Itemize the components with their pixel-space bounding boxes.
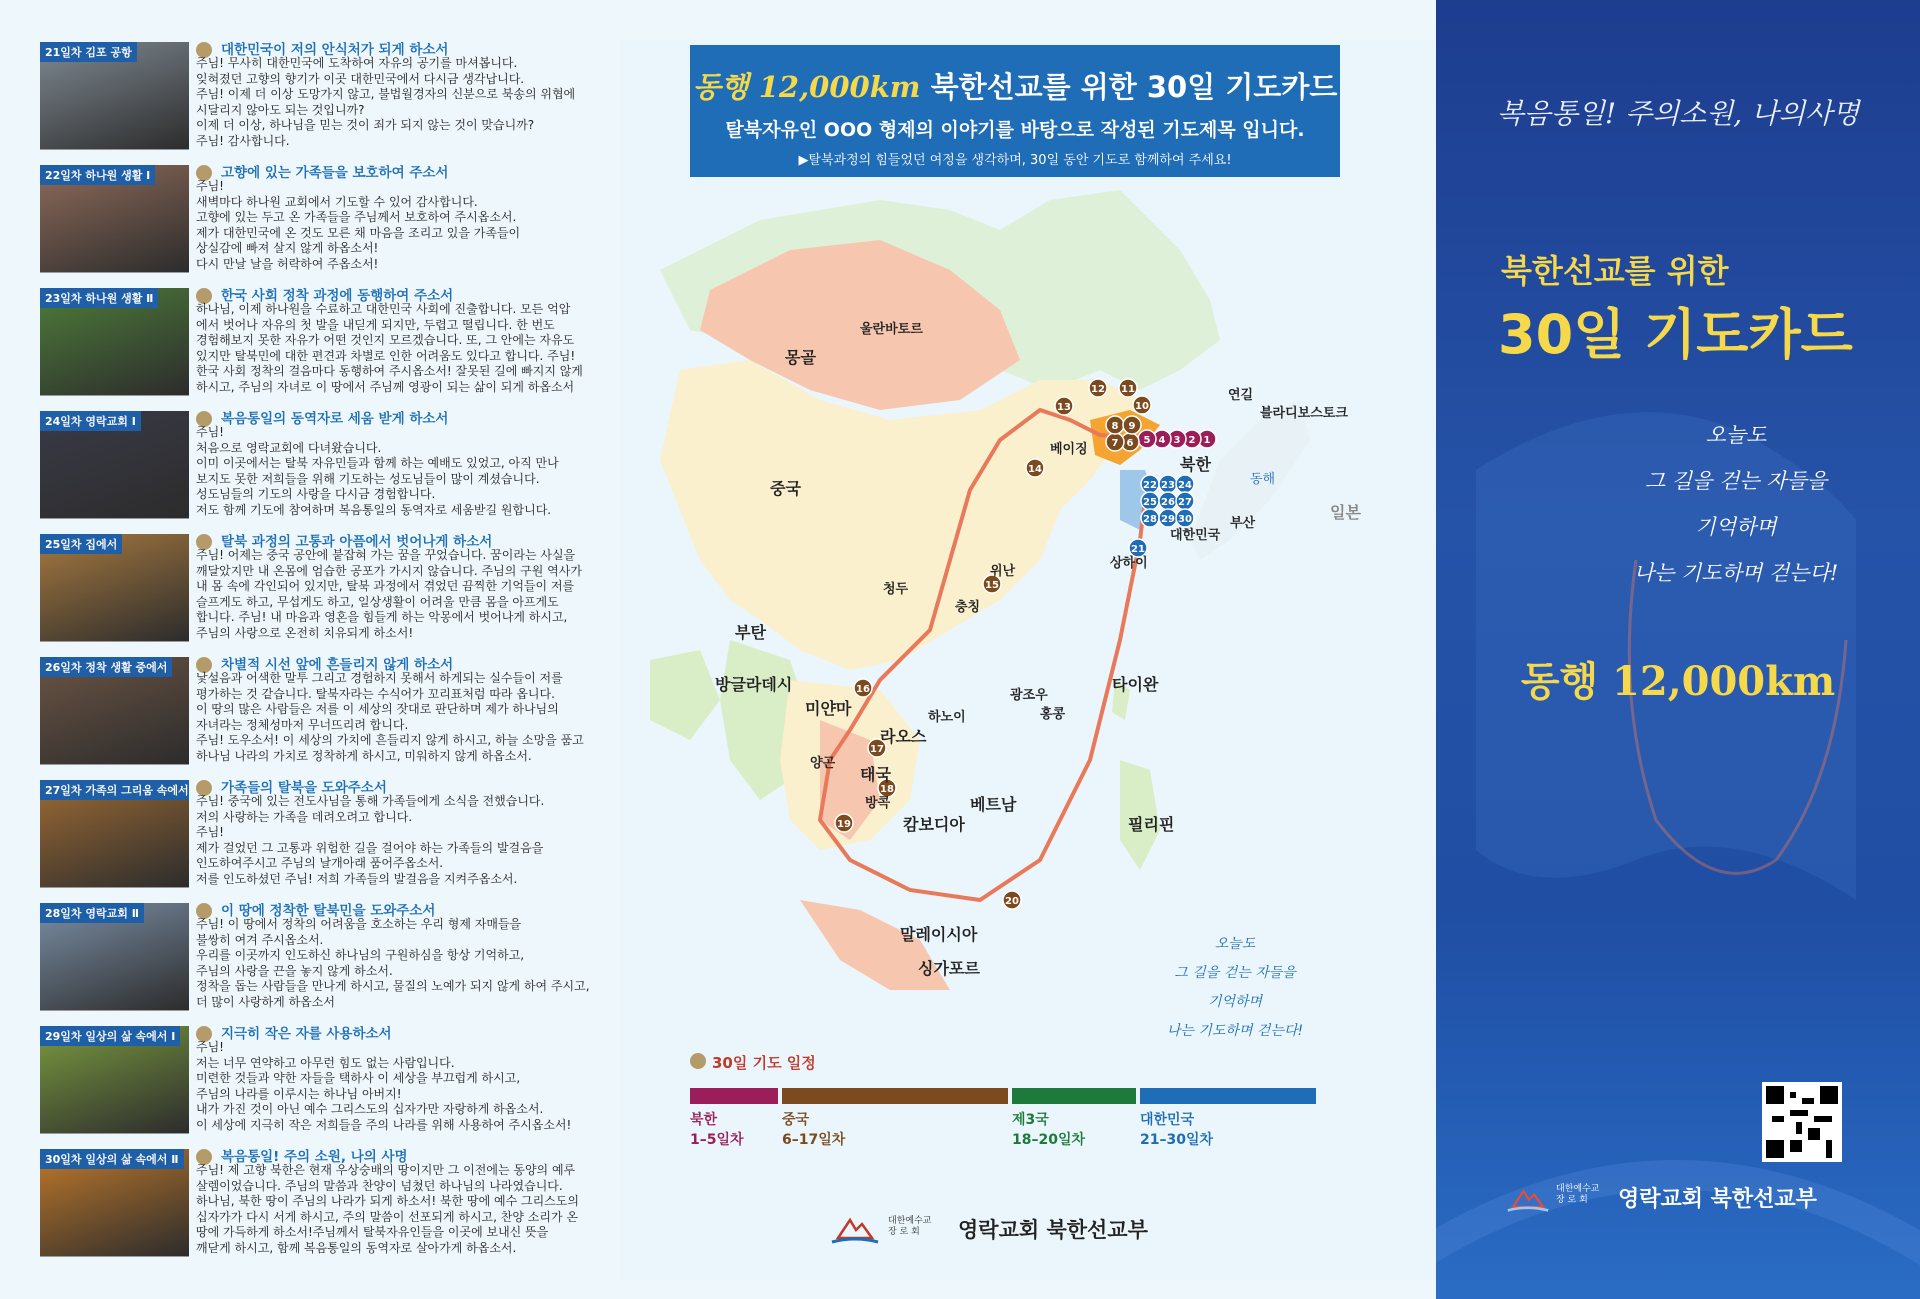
cover-subtitle: 북한선교를 위한 [1501,252,1729,290]
route-marker-label-18: 18 [880,784,894,795]
map-motto-line: 기억하며 [1207,994,1263,1010]
day-title: 고향에 있는 가족들을 보호하여 주소서 [221,165,449,181]
day-tag: 23일차 하나원 생활 Ⅱ [40,288,158,308]
map-title-gold: 동행 12,000km [692,70,921,104]
prayer-schedule [690,1050,1330,1148]
day-photo [40,534,189,642]
route-marker-label-12: 12 [1091,384,1105,395]
day-prayer-text: 주님! 중국에 있는 전도사님을 통해 가족들에게 소식을 전했습니다. 저의 사랑하는 가족을 데려오려고 합니다. 주님! 제가 걸었던 그 고통과 위험한 길을 걸어야 하는 가족들의 발걸음을 인도하여주시고 주님의 날개아래 품어주옵소서. 저를 인도하셨던 주님! 저희 가족들의 발걸음을 지켜주옵소서. [196,794,545,886]
prayer-day-entry [38,161,608,277]
schedule-segment-china [782,1088,1008,1150]
day-prayer-text: 주님! 저는 너무 연약하고 아무런 힘도 없는 사람입니다. 미련한 것들과 약한 자들을 택하사 이 세상을 부끄럽게 하시고, 주님의 나라를 이루시는 하나님 아버지! 내가 가진 것이 아닌 예수 그리스도의 십자가만 자랑하게 하옵소서. 이 세상에 지극히 작은 저희들을 주의 나라를 위해 사용하여 주시옵소서! [196,1040,572,1132]
prayer-day-entry [38,284,608,400]
schedule-bar-third [1012,1088,1136,1104]
route-marker-label-27: 27 [1178,497,1192,508]
schedule-segment-third [1012,1088,1136,1150]
day-tag: 22일차 하나원 생활 Ⅰ [40,165,155,185]
prayer-day-entry [38,899,608,1015]
day-photo [40,165,189,273]
cover-poem-line: 그 길을 걷는 자들을 [1644,469,1828,493]
route-marker-label-22: 22 [1143,480,1157,491]
route-marker-label-14: 14 [1028,464,1042,475]
place-hongkong: 홍콩 [1040,707,1066,722]
day-prayer-text: 주님! 어제는 중국 공안에 붙잡혀 가는 꿈을 꾸었습니다. 꿈이라는 사실을 깨달았지만 내 온몸에 엄습한 공포가 가시지 않습니다. 주님의 구원 역사가 내 몸 속에 각인되어 있지만, 탈북 과정에서 겪었던 끔찍한 기억들이 저를 슬프게도 하고, 무섭게도 하고, 일상생활이 어려울 만큼 몸을 아프게도 합니다. 주님! 내 마음과 영혼을 힘들게 하는 악몽에서 벗어나게 하시고, 주님의 사랑으로 온전히 치유되게 하소서! [196,548,582,640]
map-subtitle: 탈북자유인 OOO 형제의 이야기를 바탕으로 작성된 기도제목 입니다. [725,119,1305,141]
day-tag: 28일차 영락교회 Ⅱ [40,903,144,923]
prayer-day-entry [38,1022,608,1138]
day-photo [40,780,189,888]
prayer-day-entry [38,653,608,769]
day-title: 지극히 작은 자를 사용하소서 [221,1026,392,1042]
route-marker-label-16: 16 [856,684,870,695]
place-bhutan: 부탄 [735,623,766,642]
church-logo-icon [830,1210,880,1248]
place-laos: 라오스 [880,727,927,746]
day-prayer-text: 주님! 제 고향 북한은 현재 우상숭배의 땅이지만 그 이전에는 동양의 예루 살렘이었습니다. 주님의 말씀과 찬양이 넘쳤던 하나님의 나라였습니다. 하나님, 북한 땅이 주님의 나라가 되게 하소서! 북한 땅에 예수 그리스도의 십자가가 다시 서게 하시고, 주의 말씀이 선포되게 하시고, 찬양 소리가 온 땅에 가득하게 하소서!주님께서 탈북자유인들을 이곳에 보내신 뜻을 깨닫게 하시고, 함께 복음통일의 동역자로 살아가게 하옵소서. [196,1163,579,1255]
day-photo [40,657,189,765]
schedule-bar-rok [1140,1088,1316,1104]
day-prayer-text: 주님! 이 땅에서 정착의 어려움을 호소하는 우리 형제 자매들을 불쌍히 여겨 주시옵소서. 우리를 이곳까지 인도하신 하나님의 구원하심을 항상 기억하고, 주님의 사랑을 끈을 놓지 않게 하소서. 정착을 돕는 사람들을 만나게 하시고, 물질의 노예가 되지 않게 하여 주시고, 더 많이 사랑하게 하옵소서 [196,917,590,1009]
route-map-panel [620,40,1440,1280]
church-logo-icon [1506,1180,1550,1218]
map-motto-line: 나는 기도하며 걷는다! [1166,1023,1304,1039]
route-marker-label-2: 2 [1188,435,1196,446]
footer-organization [830,1210,1250,1250]
schedule-icon [690,1053,706,1069]
route-marker-label-26: 26 [1161,497,1175,508]
route-marker-label-1: 1 [1203,435,1211,446]
schedule-segment-rok [1140,1088,1316,1150]
place-shanghai: 상하이 [1110,556,1148,571]
day-title: 이 땅에 정착한 탈북민을 도와주소서 [221,903,436,919]
schedule-segment-nk [690,1088,778,1150]
day-tag: 21일차 김포 공항 [40,42,137,62]
day-photo [40,411,189,519]
route-marker-label-4: 4 [1158,435,1166,446]
cover-poem-line: 오늘도 [1705,423,1767,447]
day-title: 탈북 과정의 고통과 아픔에서 벗어나게 하소서 [221,534,493,550]
place-yeongil: 연길 [1228,388,1254,403]
place-rok: 대한민국 [1170,528,1221,543]
place-ulaanbaatar: 울란바토르 [860,322,923,337]
schedule-label-nk: 북한 1–5일차 [690,1112,744,1148]
place-philippines: 필리핀 [1128,815,1175,834]
cover-slogan: 복음통일! 주의소원, 나의사명 [1496,97,1860,130]
cover-poem [1606,412,1866,596]
place-hanoi: 하노이 [928,710,966,725]
route-marker-label-6: 6 [1126,438,1134,449]
route-marker-label-3: 3 [1173,435,1181,446]
cover-org-denomination: 대한예수교 장 로 회 [1556,1184,1600,1205]
route-marker-label-8: 8 [1111,421,1119,432]
schedule-label-rok: 대한민국 21–30일차 [1140,1112,1214,1148]
place-bangkok: 방콕 [865,796,891,811]
place-singapore: 싱가포르 [918,959,980,978]
cover-title: 30일 기도카드 [1498,303,1853,366]
prayer-day-entry [38,530,608,646]
place-guangzhou: 광조우 [1010,688,1048,703]
day-title: 가족들의 탈북을 도와주소서 [221,780,387,796]
cover-org-name: 영락교회 북한선교부 [1618,1187,1817,1212]
route-marker-label-29: 29 [1161,514,1175,525]
prayer-day-entry [38,776,608,892]
map-motto-line: 오늘도 [1214,936,1256,952]
place-vietnam: 베트남 [970,795,1017,814]
place-north-korea: 북한 [1180,455,1211,474]
map-motto-line: 그 길을 걷는 자들을 [1174,965,1296,981]
cover-poem-line: 나는 기도하며 걷는다! [1633,561,1839,585]
route-marker-label-24: 24 [1178,480,1192,491]
org-name: 영락교회 북한선교부 [958,1218,1148,1242]
cover-organization [1506,1180,1866,1220]
day-tag: 26일차 정착 생활 중에서 [40,657,172,677]
place-mongolia: 몽골 [785,348,816,367]
place-vladivostok: 블라디보스토크 [1260,406,1348,421]
route-marker-label-23: 23 [1161,480,1175,491]
place-malaysia: 말레이시아 [900,925,978,944]
map-motto [1150,930,1320,1046]
route-marker-label-25: 25 [1143,497,1157,508]
route-marker-label-9: 9 [1128,421,1136,432]
route-marker-label-28: 28 [1143,514,1157,525]
prayer-day-entry [38,38,608,154]
place-thailand: 태국 [860,765,891,784]
place-bangladesh: 방글라데시 [715,675,793,694]
place-chongqing: 충칭 [955,600,981,615]
route-marker-label-19: 19 [837,819,851,830]
schedule-bar-nk [690,1088,778,1104]
place-beijing: 베이징 [1050,442,1088,457]
prayer-day-entry [38,1145,608,1261]
place-myanmar: 미얀마 [805,699,852,718]
place-busan: 부산 [1230,516,1256,531]
day-photo [40,288,189,396]
day-prayer-text: 주님! 무사히 대한민국에 도착하여 자유의 공기를 마셔봅니다. 잊혀졌던 고향의 향기가 이곳 대한민국에서 다시금 생각납니다. 주님! 이제 더 이상 도망가지 않고, 불법월경자의 신분으로 북송의 위협에 시달리지 않아도 되는 것입니까? 이제 더 이상, 하나님을 믿는 것이 죄가 되지 않는 것이 맞습니까? 주님! 감사합니다. [196,56,576,148]
prayer-day-entry [38,407,608,523]
route-marker-label-21: 21 [1131,544,1145,555]
place-yangon: 양곤 [810,756,836,771]
place-east-sea: 동해 [1250,472,1276,487]
route-marker-label-7: 7 [1111,438,1119,449]
place-japan: 일본 [1330,503,1361,522]
map-title [690,65,1340,106]
route-marker-label-30: 30 [1178,514,1192,525]
schedule-title: 30일 기도 일정 [712,1054,816,1072]
cover-distance: 동행 12,000km [1520,658,1836,705]
route-marker-label-5: 5 [1143,435,1151,446]
route-marker-label-20: 20 [1005,896,1019,907]
qr-code-icon [1766,1086,1838,1158]
cover-poem-line: 기억하며 [1695,515,1777,539]
day-title: 차별적 시선 앞에 흔들리지 않게 하소서 [221,657,454,673]
schedule-label-china: 중국 6–17일차 [782,1112,846,1148]
place-chengdu: 청두 [883,582,909,597]
day-prayer-text: 낯설음과 어색한 말투 그리고 경험하지 못해서 하게되는 실수들이 저를 평가하는 것 같습니다. 탈북자라는 수식어가 꼬리표처럼 따라 옵니다. 이 땅의 많은 사람들은 저를 이 세상의 잣대로 판단하며 제가 하나님의 자녀라는 정체성마저 무너뜨리려 합니다. 주님! 도우소서! 이 세상의 가치에 흔들리지 않게 하시고, 하늘 소망을 품고 하나님 나라의 가치로 정착하게 하시고, 미워하지 않게 하옵소서. [196,671,584,763]
cover-panel [1436,0,1920,1299]
day-title: 한국 사회 정착 과정에 동행하여 주소서 [221,288,454,304]
day-tag: 24일차 영락교회 Ⅰ [40,411,141,431]
schedule-label-third: 제3국 18–20일차 [1012,1112,1086,1148]
map-title-main: 북한선교를 위한 30일 기도카드 [920,70,1338,104]
day-tag: 30일차 일상의 삶 속에서 Ⅱ [40,1149,184,1169]
day-prayer-text: 주님! 처음으로 영락교회에 다녀왔습니다. 이미 이곳에서는 탈북 자유민들과 함께 하는 예배도 있었고, 아직 만나 보지도 못한 저희들을 위해 기도하는 성도님들이 많이 계셨습니다. 성도님들의 기도의 사랑을 다시금 경험합니다. 저도 함께 기도에 참여하며 복음통일의 동역자로 세움받길 원합니다. [196,425,559,517]
route-marker-label-10: 10 [1135,401,1149,412]
map-title-box [690,45,1340,177]
day-photo [40,1149,189,1257]
map-note: ▶탈북과정의 힘들었던 여정을 생각하며, 30일 동안 기도로 함께하여 주세요! [798,153,1232,168]
day-tag: 27일차 가족의 그리움 속에서 [40,780,189,800]
day-photo [40,1026,189,1134]
place-china: 중국 [770,479,801,498]
place-cambodia: 캄보디아 [903,815,965,834]
place-taiwan: 타이완 [1112,675,1159,694]
day-tag: 25일차 집에서 [40,534,122,554]
route-marker-label-15: 15 [985,580,999,591]
day-title: 복음통일! 주의 소원, 나의 사명 [221,1149,408,1165]
day-prayer-text: 주님! 새벽마다 하나원 교회에서 기도할 수 있어 감사합니다. 고향에 있는 두고 온 가족들을 주님께서 보호하여 주시옵소서. 제가 대한민국에 온 것도 모른 채 마음을 조리고 있을 가족들이 상실감에 빠져 살지 않게 하옵소서! 다시 만날 날을 허락하여 주옵소서! [196,179,521,271]
day-photo [40,42,189,150]
org-denomination: 대한예수교 장 로 회 [888,1216,932,1237]
day-prayer-text: 하나님, 이제 하나원을 수료하고 대한민국 사회에 진출합니다. 모든 억압 에서 벗어나 자유의 첫 발을 내딛게 되지만, 두렵고 떨립니다. 한 번도 경험해보지 못한 자유가 어떤 것인지 모르겠습니다. 또, 그 안에는 자유도 있지만 탈북민에 대한 편견과 차별로 인한 어려움도 있다고 합니다. 주님! 한국 사회 정착의 걸음마다 동행하여 주시옵소서! 잘못된 길에 빠지지 않게 하시고, 주님의 자녀로 이 땅에서 주님께 영광이 되는 삶이 되게 하옵소서 [196,302,583,394]
day-tag: 29일차 일상의 삶 속에서 Ⅰ [40,1026,180,1046]
route-marker-label-13: 13 [1057,402,1071,413]
route-marker-label-11: 11 [1121,384,1135,395]
place-jinan: 위난 [990,564,1016,579]
day-photo [40,903,189,1011]
day-title: 대한민국이 저의 안식처가 되게 하소서 [221,42,449,58]
route-marker-label-17: 17 [870,744,884,755]
schedule-bar-china [782,1088,1008,1104]
qr-code[interactable] [1762,1082,1842,1162]
day-title: 복음통일의 동역자로 세움 받게 하소서 [221,411,449,427]
